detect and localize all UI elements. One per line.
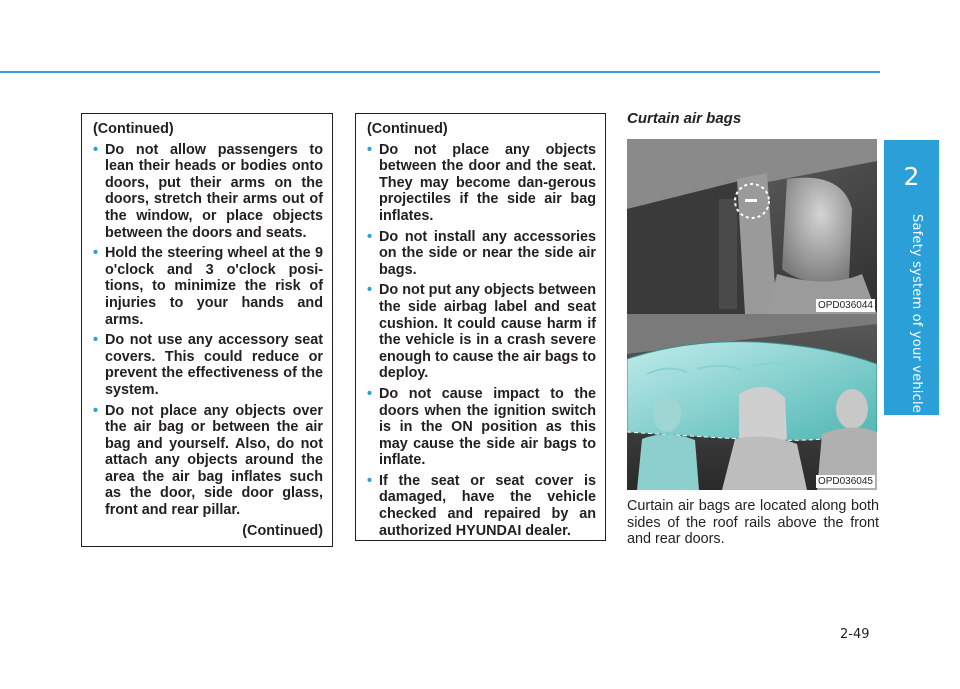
curtain-airbag-illustration [627, 314, 877, 490]
list-item: • Do not place any objects over the air bag or between the air bag and yourself. Also, do not attach any objects around the area the air bag inflates such as the door, side door glass, front and rear pillar. [93, 402, 323, 519]
list-item: • Do not install any accessories on the side or near the side air bags. [367, 228, 596, 278]
section-title: Curtain air bags [627, 110, 742, 127]
list-item: • Do not put any objects between the side airbag label and seat cushion. It could cause harm if the vehicle is in a crash severe enough to cause the air bags to deploy. [367, 282, 596, 382]
continued-label: (Continued) [242, 522, 323, 539]
warning-list [367, 142, 596, 540]
warning-list [93, 142, 323, 519]
list-item: • Do not allow passengers to lean their heads or bodies onto doors, put their arms on the doors, stretch their arms out of the window, or place objects between the doors and seats. [93, 141, 323, 241]
chapter-number: 2 [903, 162, 920, 191]
list-item: • If the seat or seat cover is damaged, have the vehicle checked and repaired by an authorized HYUNDAI dealer. [367, 472, 596, 539]
headrest-illustration [627, 139, 877, 314]
bullet-icon: • [367, 385, 373, 402]
bullet-icon: • [367, 228, 373, 245]
chapter-tab [884, 140, 939, 415]
bullet-icon: • [367, 472, 373, 489]
bullet-icon: • [93, 402, 99, 419]
figure-code-label: OPD036044 [817, 300, 873, 311]
bullet-icon: • [93, 332, 99, 349]
figure-headrest-airbag-label [627, 139, 877, 314]
header-rule [0, 71, 880, 73]
continued-label: (Continued) [367, 121, 448, 137]
figure-code-label: OPD036045 [817, 476, 873, 487]
warning-box-middle [355, 113, 606, 541]
bullet-icon: • [93, 245, 99, 262]
page-number: 2-49 [840, 627, 870, 642]
body-paragraph: Curtain air bags are located along both sides of the roof rails above the front and rear doors. [627, 498, 879, 548]
figure-curtain-airbag-deployed [627, 314, 877, 490]
list-item: • Do not use any accessory seat covers. This could reduce or prevent the effectiveness of the system. [93, 332, 323, 398]
bullet-icon: • [367, 282, 373, 299]
chapter-title: Safety system of your vehicle [909, 214, 924, 413]
list-item: • Hold the steering wheel at the 9 o'clock and 3 o'clock posi-tions, to minimize the risk of injuries to your hands and arms. [93, 245, 323, 328]
list-item: • Do not cause impact to the doors when the ignition switch is in the ON position as this may cause the side air bags to inflate. [367, 385, 596, 469]
bullet-icon: • [93, 141, 99, 158]
list-item: • Do not place any objects between the door and the seat. They may become dan-gerous projectiles if the side air bag inflates. [367, 141, 596, 224]
warning-box-left [81, 113, 333, 547]
continued-label: (Continued) [93, 121, 174, 137]
bullet-icon: • [367, 141, 373, 158]
